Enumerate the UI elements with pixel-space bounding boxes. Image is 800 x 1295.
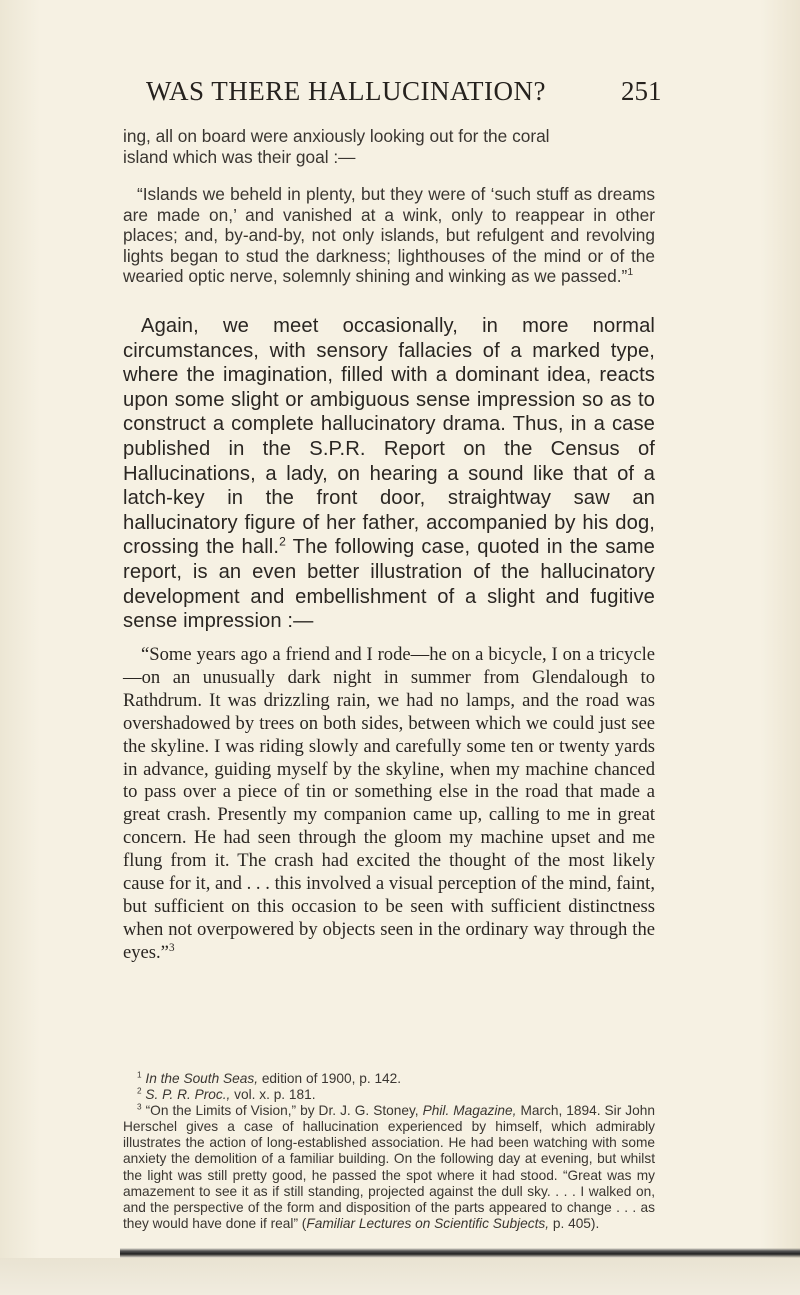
footnote-ref-3: 3 xyxy=(168,941,175,954)
page-bottom-margin xyxy=(0,1258,800,1295)
footnote-3-book: Familiar Lectures on Scientific Subjects, xyxy=(306,1215,550,1231)
footnotes xyxy=(123,1071,655,1232)
footnote-3-text-b: March, 1894. Sir John Herschel gives a case of hallucination experienced by himself, which admirably illustrates the action of long-established association. He had been watching with some anxiety the demolition of a familiar building. On the following day at evening, but whilst the light was still pretty good, he passed the spot where it had stood. “Great was my amazement to see it as if still standing, projected against the dull sky. . . . I walked on, and the perspective of the form and disposition of the parts appeared to change . . . as they would have done if real” ( xyxy=(123,1103,655,1231)
footnote-1-text: edition of 1900, p. 142. xyxy=(258,1071,402,1086)
main-paragraph-part1: Again, we meet occasionally, in more normal circumstances, with sensory fallacies of a marked type, where the imagination, filled with a dominant idea, reacts upon some slight or ambiguous sense impression so as to construct a complete hallucinatory drama. Thus, in a case published in the S.P.R. Report on the Census of Hallucinations, a lady, on hearing a sound like that of a latch-key in the front door, straightway saw an hallucinatory figure of her father, accompanied by his dog, crossing the hall. xyxy=(123,315,655,559)
footnote-3-text-c: p. 405). xyxy=(549,1215,600,1231)
running-title: WAS THERE HALLUCINATION? xyxy=(146,76,546,106)
footnote-2-title: S. P. R. Proc., xyxy=(145,1087,231,1103)
footnote-1-title: In the South Seas, xyxy=(145,1071,259,1086)
main-paragraph-part2: The following case, quoted in the same report, is an even better illustration of the hallucinatory development and embellishment of a slight and fugitive sense impression :— xyxy=(123,536,655,633)
footnote-1-number: 1 xyxy=(137,1070,142,1080)
footnote-ref-2: 2 xyxy=(279,534,286,549)
quote-islands-text: “Islands we beheld in plenty, but they were of ‘such stuff as dreams are made on,’ and vanished at a wink, only to reappear in other places; and, by-and-by, not only islands, but refulgent and revolving lights began to stud the darkness; lighthouses of the mind or of the wearied optic nerve, solemnly shining and winking as we passed.” xyxy=(123,184,655,286)
footnote-2 xyxy=(123,1087,655,1103)
continuation-line-1: ing, all on board were anxiously looking out for the coral xyxy=(123,126,550,146)
footnote-2-number: 2 xyxy=(137,1086,142,1096)
footnote-3-text-a: “On the Limits of Vision,” by Dr. J. G. Stoney, xyxy=(145,1103,423,1119)
page-number: 251 xyxy=(621,76,662,106)
footnote-3-magazine: Phil. Magazine, xyxy=(422,1103,517,1119)
footnote-ref-1: 1 xyxy=(627,267,634,279)
quote-islands xyxy=(123,184,655,287)
quote-glendalough xyxy=(123,644,655,965)
footnote-3 xyxy=(123,1103,655,1232)
running-head xyxy=(108,76,668,116)
footnote-3-number: 3 xyxy=(137,1102,142,1112)
quote-continuation xyxy=(123,126,655,167)
footnote-2-text: vol. x. p. 181. xyxy=(230,1087,316,1103)
page-edge-rule xyxy=(120,1248,800,1258)
main-paragraph xyxy=(123,314,655,634)
footnote-1 xyxy=(123,1071,655,1087)
quote-glendalough-text: “Some years ago a friend and I rode—he on a bicycle, I on a tricycle—on an unusually dark night in summer from Glendalough to Rathdrum. It was drizzling rain, we had no lamps, and the road was overshadowed by trees on both sides, between which we could just see the skyline. I was riding slowly and carefully some ten or twenty yards in advance, guiding myself by the skyline, when my machine chanced to pass over a piece of tin or something else in the road that made a great crash. Presently my companion came up, calling to me in great concern. He had seen through the gloom my machine upset and me flung from it. The crash had excited the thought of the most likely cause for it, and . . . this involved a visual perception of the mind, faint, but sufficient on this occasion to be seen with sufficient distinctness when not overpowered by objects seen in the ordinary way through the eyes.” xyxy=(123,644,655,963)
continuation-line-2: island which was their goal :— xyxy=(123,146,356,167)
